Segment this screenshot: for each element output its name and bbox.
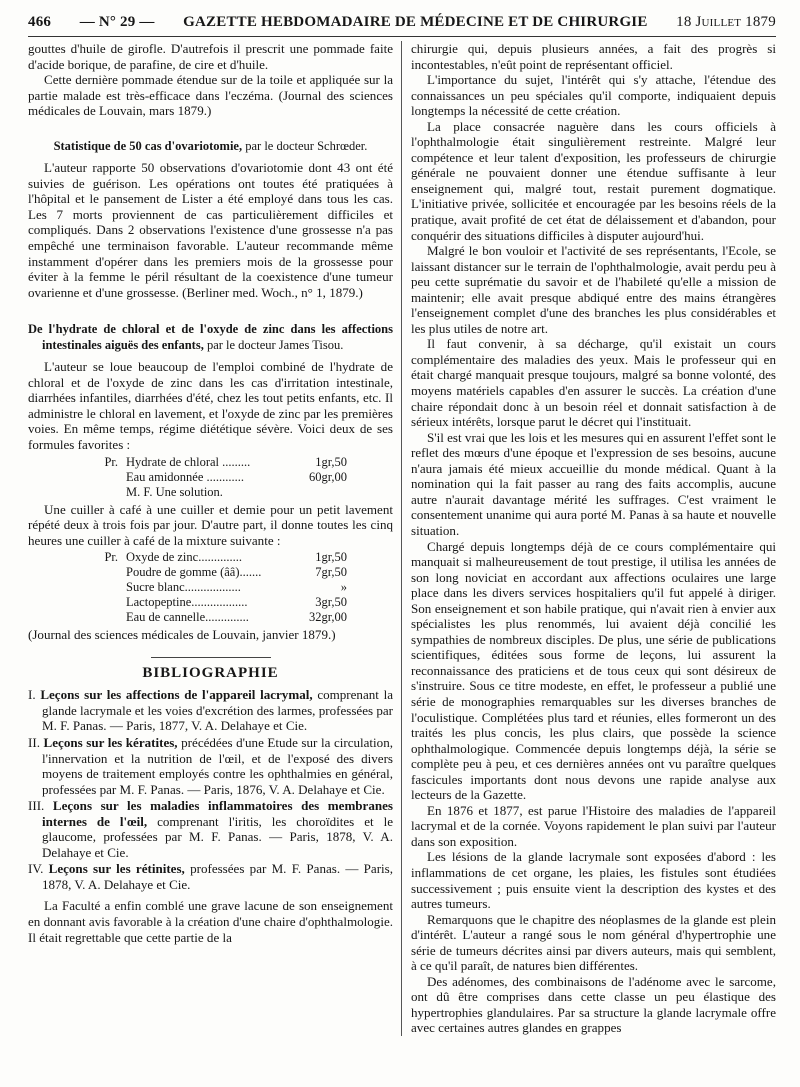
rx-item: Eau amidonnée ............ [126,469,245,484]
rx-item: Poudre de gomme (ââ)....... [126,565,262,580]
article-paragraph: Les lésions de la glande lacrymale sont exposées d'abord : les inflammations de cet organe, les plaies, les fistules sont étudiées successivement ; puis ensuite vient la description des kystes et des autres tumeurs. [411,849,776,912]
article-paragraph: La place consacrée naguère dans les cours officiels à l'ophthalmologie était singulièrement restreinte. Malgré leur compétence et leur talent d'exposition, les professeurs de chirurgie générale ne pouvaient donner une étendue suffisante à leur enseignement qui, malgré tout, restait purement dogmatique. L'initiative privée, sollicitée et encouragée par les besoins réels de la pratique, avait profité de cet état de délaissement et d'abandon, pour conquérir des situations difficiles à disputer aujourd'hui. [411,118,776,243]
rx-label [28,470,126,485]
section-ovariotomy-heading [28,139,393,155]
article-paragraph: Il faut convenir, à sa décharge, qu'il existait un cours complémentaire des maladies des yeux. Mais le professeur qui en était chargé manquait presque toujours, malgré sa bonne volonté, des moyens matériels capables d'en assurer le succès. La création d'une chaire répondait donc à un besoin réel et donnait satisfaction à de sérieux intérêts, lorsque parut le décret qui l'instituait. [411,336,776,430]
bib-details: professées par M. F. Panas. — Paris, 1878, V. A. Delahaye et Cie. [42,861,394,892]
right-column [401,41,776,1036]
rx-label [28,580,126,595]
prescription-1 [28,455,393,500]
section-ovariotomy-title: Statistique de 50 cas d'ovariotomie, [53,138,243,153]
page-number: 466 [28,14,52,30]
bib-title: Leçons sur les kératites, [43,734,178,750]
article-paragraph: Malgré le bon vouloir et l'activité de ses représentants, l'Ecole, se laissant distancer sur le terrain de l'ophthalmologie, avait perdu peu à peu cette suprématie du savoir et de l'habileté qu'elle a mission de maintenir; elle avait presque abdiqué entre des mains étrangères l'enseignement complet d'une des branches les plus considérables et les plus utiles de notre art. [411,243,776,336]
rx-dose: » [340,580,347,595]
section-ovariotomy-body: L'auteur rapporte 50 observations d'ovariotomie dont 43 ont été suivies de guérison. Les opérations ont toutes été pratiquées à l'hôpital et le pansement de Lister a été employé dans tous les cas. Les 7 morts proviennent de cas particulièrement difficiles et compliqués. Dans 2 observations l'existence d'une grossesse n'a pas empêché une terminaison favorable. L'auteur recommande même instamment d'opérer dans les premiers mois de la grossesse pour éviter à la femme le péril résultant de la coexistence d'une tumeur ovarienne et d'une grossesse. (Berliner med. Woch., n° 1, 1879.) [28,160,393,300]
journal-title: GAZETTE HEBDOMADAIRE DE MÉDECINE ET DE CHIRURGIE [183,14,648,30]
section-chloral-title: De l'hydrate de chloral et de l'oxyde de zinc dans les affections intestinales aiguës des enfants, [28,322,393,352]
rx-item: Oxyde de zinc.............. [126,550,242,565]
rx-label [28,610,126,625]
running-header [28,14,776,37]
article-paragraph: Chargé depuis longtemps déjà de ce cours complémentaire qui manquait si malheureusement de tout prestige, il utilisa les années de son long noviciat en accordant aux affections oculaires une large place dans les divers services hospitaliers qu'il fut appelé à diriger. Son enseignement et son habile pratique, qui n'avait rien à envier aux spécialistes les plus renommés, lui avaient déjà concilié les sympathies de nombreux disciples. De plus, une série de publications scientifiques, éditées sous forme de leçons, lui assurent la reconnaissance des praticiens et de tous ceux qui sont désireux de s'instruire. Sous ce titre modeste, en effet, le professeur a publié une série de monographies remarquables sur les diverses branches de l'oculistique. Complétées plus tard et réunies, elles formeront un des traités les plus concis, les plus clairs, que possède la science ophthalmologique. Commencée depuis longtemps déjà, la série se complète peu à peu, et ces dernières années ont vu paraître quelques fascicules importants dont nous devons une rapide analyse aux lecteurs de la Gazette. [411,538,776,803]
issue-number: — N° 29 — [79,14,155,30]
issue-date: 18 Juillet 1879 [676,14,776,30]
divider-rule [151,657,271,658]
bib-number: I. [28,687,36,703]
bibliography-entry [28,735,393,797]
article-paragraph: En 1876 et 1877, est parue l'Histoire des maladies de l'appareil lacrymal et de la cornée. Voyons rapidement le plan suivi par l'auteur dans son exposition. [411,802,776,849]
bib-title: Leçons sur les maladies inflammatoires des membranes internes de l'œil, [42,798,394,829]
two-column-body [28,41,776,1036]
bibliography-entry [28,687,393,734]
rx-dose: 60gr,00 [308,469,347,484]
prescription-row [28,550,393,565]
bib-details: comprenant l'iritis, les choroïdites et le glaucome, professées par M. F. Panas. — Paris, 1878, V. A. Delahaye et Cie. [42,813,393,860]
rx-dose: 1gr,50 [315,550,347,565]
rx-note: M. F. Une solution. [126,484,223,499]
article-paragraph: L'importance du sujet, l'intérêt qui s'y attache, l'étendue des connaissances un peu spéciales qu'il comporte, indiquaient depuis longtemps la nécessité de cette création. [411,72,776,119]
prescription-row [28,580,393,595]
bib-details: précédées d'une Etude sur la circulation, l'innervation et la nutrition de l'œil, et de l'exposé des divers moyens de traitement employés contre les ophthalmies en général, professées par M. F. Panas. — Paris, 1876, V. A. Delahaye et Cie. [42,734,393,797]
section-chloral-source: (Journal des sciences médicales de Louvain, janvier 1879.) [28,627,336,643]
article-paragraph: chirurgie qui, depuis plusieurs années, a fait des progrès si incontestables, n'eût point de représentant officiel. [411,41,776,72]
left-column [28,41,401,1036]
rx-item: Sucre blanc.................. [126,580,241,595]
rx-dose: 32gr,00 [308,610,347,625]
bib-details: comprenant la glande lacrymale et les voies d'excrétion des larmes, professées par M. F. Panas. — Paris, 1877, V. A. Delahaye et Cie. [42,687,394,734]
section-ovariotomy-author: par le docteur Schrœder. [245,138,368,153]
article-paragraph: S'il est vrai que les lois et les mesures qui en assurent l'effet sont le reflet des mœurs d'une époque et l'expression de ses besoins, aucune n'aura jamais été mieux accueillie du monde médical. Quant à la nomination qui la fait passer au rang des faits accomplis, aucune autre n'aurait davantage mérité les suffrages. C'est vraiment le consentement unanime qui aura porté M. Panas à sa haute et nouvelle situation. [411,429,776,538]
section-chloral-author: par le docteur James Tisou. [206,337,344,352]
bibliography-entry [28,861,393,892]
section-chloral-heading [28,322,393,353]
rx-label [28,565,126,580]
prescription-row [28,595,393,610]
rx-item: Eau de cannelle.............. [126,610,249,625]
bibliography-heading: BIBLIOGRAPHIE [142,664,279,681]
rx-dose: 7gr,50 [315,565,347,580]
bib-number: III. [28,798,45,814]
rx-dose: 3gr,50 [315,595,347,610]
section-chloral-middle: Une cuiller à café à une cuiller et demie pour un petit lavement répété deux à trois fois par jour. D'autre part, il donne toutes les cinq heures une cuiller à café de la mixture suivante : [28,501,393,548]
bibliography-entry [28,798,393,860]
intro-paragraph-2: Cette dernière pommade étendue sur de la toile et appliquée sur la partie malade est très-efficace dans l'eczéma. (Journal des sciences médicales de Louvain, mars 1879.) [28,72,393,119]
article-paragraph: Des adénomes, des combinaisons de l'adénome avec le sarcome, ont dû être comprises dans cette classe un peu élastique des hypertrophies glandulaires. Par sa structure la glande lacrymale offre avec certaines autres glandes en grappes [411,973,776,1036]
prescription-row [28,565,393,580]
rx-label [28,595,126,610]
rx-item: Lactopeptine.................. [126,595,248,610]
article-paragraph: Remarquons que le chapitre des néoplasmes de la glande est plein d'intérêt. L'auteur a rangé sous le nom général d'hypertrophie une série de tumeurs décrites ainsi par divers auteurs, mais qui semblent, à ce qu'il paraît, de natures bien différentes. [411,911,776,974]
prescription-2 [28,550,393,625]
bib-number: IV. [28,861,44,877]
rx-label: Pr. [104,550,118,565]
prescription-row [28,455,393,470]
bib-title: Leçons sur les affections de l'appareil lacrymal, [40,687,313,703]
bibliography-intro: La Faculté a enfin comblé une grave lacune de son enseignement en donnant avis favorable à la création d'une chaire d'ophthalmologie. Il était regrettable que cette partie de la [28,898,393,945]
rx-dose: 1gr,50 [315,454,347,469]
prescription-row [28,610,393,625]
intro-paragraph-1: gouttes d'huile de girofle. D'autrefois il prescrit une pommade faite d'acide borique, de parafine, de cire et d'huile. [28,41,393,72]
prescription-row [28,470,393,485]
bib-number: II. [28,734,40,750]
rx-label: Pr. [104,454,118,469]
rx-item: Hydrate de chloral ......... [126,454,251,469]
bib-title: Leçons sur les rétinites, [48,861,185,877]
section-chloral-body: L'auteur se loue beaucoup de l'emploi combiné de l'hydrate de chloral et de l'oxyde de zinc dans les cas d'irritation intestinale, diarrhées infantiles, diarrhées d'été, chez les tout petits enfants, etc. Il administre le chloral en lavement, et l'oxyde de zinc par les premières voies. En même temps, régime diététique sévère. Voici deux de ses formules favorites : [28,359,393,453]
